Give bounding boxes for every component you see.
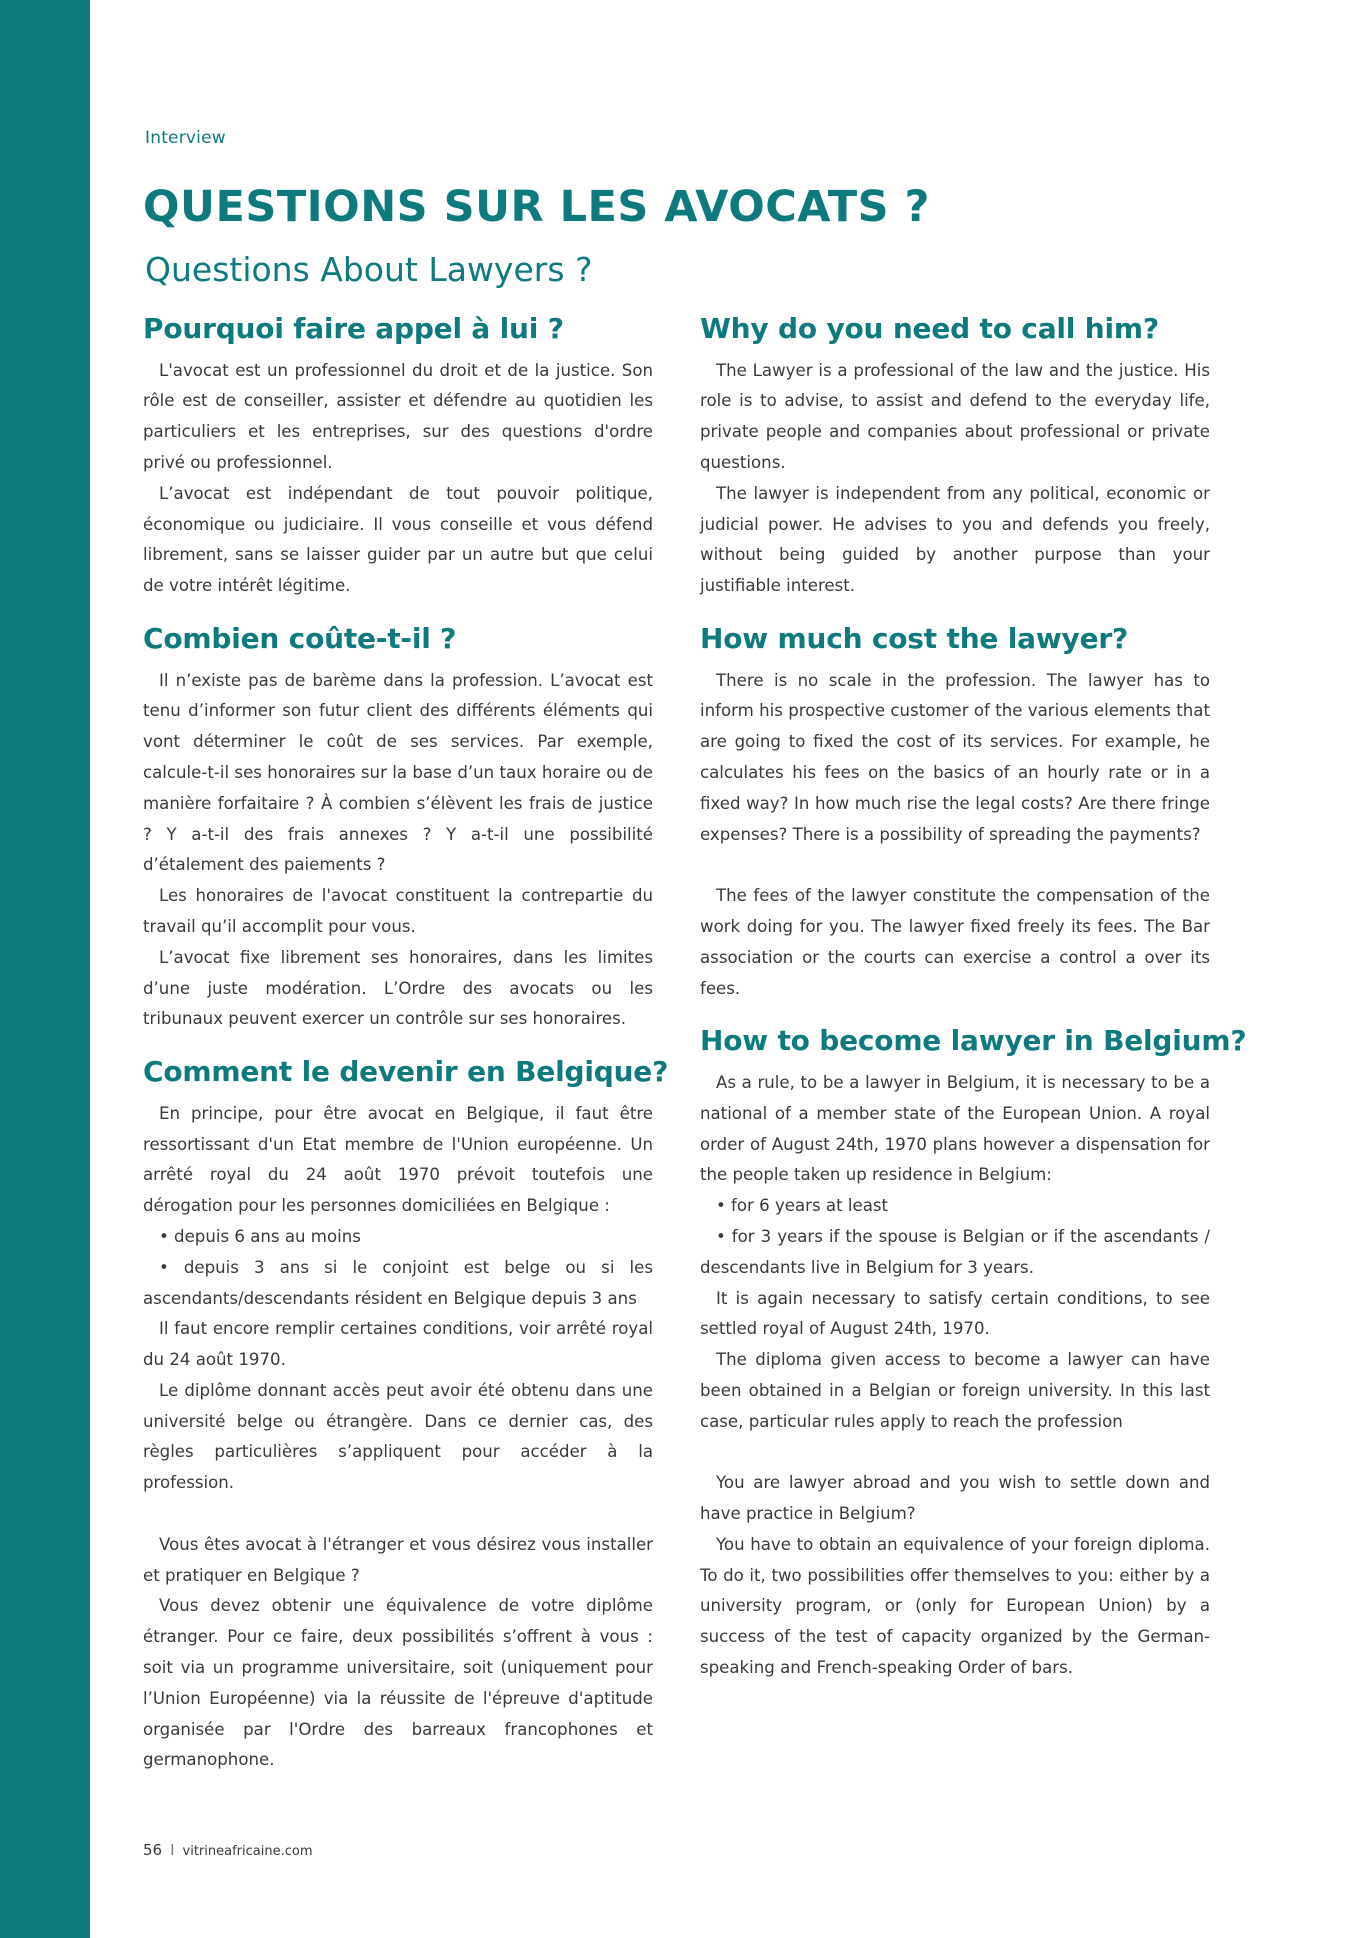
french-column bbox=[143, 312, 669, 1796]
section-cost-fr bbox=[143, 622, 653, 1035]
bullet-item: • depuis 3 ans si le conjoint est belge ou si les ascendants/descendants résident en Belgique depuis 3 ans bbox=[143, 1257, 653, 1308]
paragraph: It is again necessary to satisfy certain conditions, to see settled royal of August 24th, 1970. bbox=[700, 1288, 1210, 1339]
paragraph: The diploma given access to become a lawyer can have been obtained in a Belgian or foreign university. In this last case, particular rules apply to reach the profession bbox=[700, 1350, 1210, 1431]
bullet-item: • depuis 6 ans au moins bbox=[159, 1226, 361, 1246]
paragraph: There is no scale in the profession. The lawyer has to inform his prospective customer of the various elements that are going to fixed the cost of its services. For example, he calculates his fees on the basics of an hourly rate or in a fixed way? In how much rise the legal costs? Are there fringe expenses? There is a possibility of spreading the payments? bbox=[700, 670, 1210, 844]
paragraph: Le diplôme donnant accès peut avoir été obtenu dans une université belge ou étrangère. Dans ce dernier cas, des règles particulières s’appliquent pour accéder à la profession. bbox=[143, 1380, 653, 1493]
section-heading: How to become lawyer in Belgium? bbox=[700, 1024, 1247, 1058]
paragraph: L'avocat est un professionnel du droit et de la justice. Son rôle est de conseiller, assister et défendre au quotidien les particuliers et les entreprises, sur des questions d'ordre privé ou professionnel. bbox=[143, 360, 653, 472]
paragraph: Vous devez obtenir une équivalence de votre diplôme étranger. Pour ce faire, deux possibilités s’offrent à vous : soit via un programme universitaire, soit (uniquement pour l’Union Européenne) via la réussite de l'épreuve d'aptitude organisée par l'Ordre des barreaux francophones et germanophone. bbox=[143, 1596, 653, 1770]
paragraph: You have to obtain an equivalence of your foreign diploma. To do it, two possibilities offer themselves to you: either by a university program, or (only for European Union) by a success of the test of capacity organized by the German-speaking and French-speaking Order of bars. bbox=[700, 1534, 1210, 1678]
paragraph: As a rule, to be a lawyer in Belgium, it is necessary to be a national of a member state of the European Union. A royal order of August 24th, 1970 plans however a dispensation for the people taken up residence in Belgium: bbox=[700, 1072, 1210, 1185]
side-color-bar bbox=[0, 0, 90, 1938]
paragraph: You are lawyer abroad and you wish to settle down and have practice in Belgium? bbox=[700, 1473, 1210, 1524]
section-heading: How much cost the lawyer? bbox=[700, 621, 1129, 655]
section-cost-en bbox=[700, 622, 1210, 1004]
paragraph: Vous êtes avocat à l'étranger et vous désirez vous installer et pratiquer en Belgique ? bbox=[143, 1534, 653, 1585]
paragraph-spacer bbox=[700, 850, 1210, 881]
section-heading: Comment le devenir en Belgique? bbox=[143, 1055, 669, 1089]
paragraph: The Lawyer is a professional of the law and the justice. His role is to advise, to assist and defend to the everyday life, private people and companies about professional or private questions. bbox=[700, 360, 1210, 472]
section-heading: Why do you need to call him? bbox=[700, 312, 1159, 345]
paragraph: Il n’existe pas de barème dans la profession. L’avocat est tenu d’informer son futur client des différents éléments qui vont déterminer le coût de ses services. Par exemple, calcule-t-il ses honoraires sur la base d’un taux horaire ou de manière forfaitaire ? À combien s’élèvent les frais de justice ? Y a-t-il des frais annexes ? Y a-t-il une possibilité d’étalement des paiements ? bbox=[143, 670, 653, 875]
section-why-en bbox=[700, 312, 1210, 602]
bullet-item: • for 6 years at least bbox=[716, 1196, 889, 1216]
page-footer bbox=[143, 1841, 313, 1859]
english-column bbox=[700, 312, 1247, 1704]
section-heading: Pourquoi faire appel à lui ? bbox=[143, 312, 564, 345]
page-subtitle: Questions About Lawyers ? bbox=[145, 250, 593, 289]
section-become-fr bbox=[143, 1055, 669, 1776]
bullet-item: • for 3 years if the spouse is Belgian or if the ascendants / descendants live in Belgium for 3 years. bbox=[700, 1226, 1210, 1277]
page-number: 56 bbox=[143, 1841, 163, 1859]
paragraph-spacer bbox=[143, 1499, 653, 1530]
section-become-en bbox=[700, 1024, 1247, 1684]
paragraph: The lawyer is independent from any political, economic or judicial power. He advises to you and defends you freely, without being guided by another purpose than your justifiable interest. bbox=[700, 483, 1210, 596]
section-label: Interview bbox=[145, 128, 226, 148]
paragraph-spacer bbox=[700, 1437, 1210, 1468]
paragraph: Il faut encore remplir certaines conditions, voir arrêté royal du 24 août 1970. bbox=[143, 1319, 653, 1370]
section-heading: Combien coûte-t-il ? bbox=[143, 621, 457, 655]
footer-site-link[interactable]: vitrineafricaine.com bbox=[182, 1844, 313, 1859]
paragraph: The fees of the lawyer constitute the compensation of the work doing for you. The lawyer fixed freely its fees. The Bar association or the courts can exercise a control a over its fees. bbox=[700, 886, 1210, 998]
paragraph: Les honoraires de l'avocat constituent la contrepartie du travail qu’il accomplit pour vous. bbox=[143, 886, 653, 936]
footer-separator: I bbox=[170, 1841, 175, 1859]
paragraph: L’avocat est indépendant de tout pouvoir politique, économique ou judiciaire. Il vous conseille et vous défend librement, sans se laisser guider par un autre but que celui de votre intérêt légitime. bbox=[143, 483, 653, 596]
page-title: QUESTIONS SUR LES AVOCATS ? bbox=[143, 182, 930, 232]
paragraph: En principe, pour être avocat en Belgique, il faut être ressortissant d'un Etat membre de l'Union européenne. Un arrêté royal du 24 août 1970 prévoit toutefois une dérogation pour les personnes domiciliées en Belgique : bbox=[143, 1103, 653, 1216]
section-why-fr bbox=[143, 312, 653, 602]
paragraph: L’avocat fixe librement ses honoraires, dans les limites d’une juste modération. L’Ordre des avocats ou les tribunaux peuvent exercer un contrôle sur ses honoraires. bbox=[143, 947, 653, 1029]
